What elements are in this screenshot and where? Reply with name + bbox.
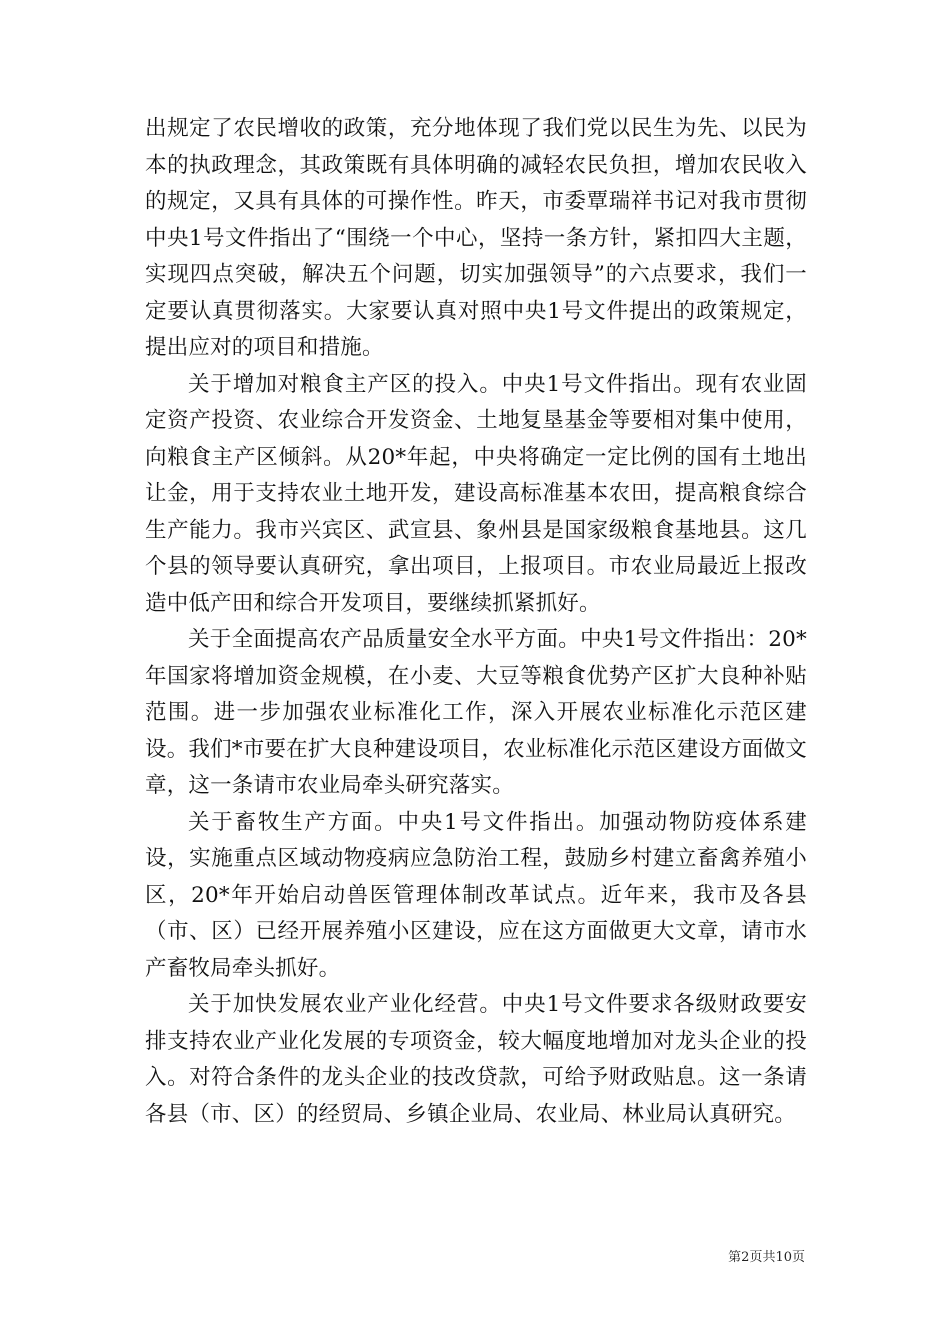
body-text — [145, 111, 807, 1133]
paragraph: 关于畜牧生产方面。中央1号文件指出。加强动物防疫体系建设，实施重点区域动物疫病应急防治工程，鼓励乡村建立畜禽养殖小区，20*年开始启动兽医管理体制改革试点。近年来，我市及各县（市、区）已经开展养殖小区建设，应在这方面做更大文章，请市水产畜牧局牵头抓好。 — [145, 809, 807, 981]
paragraph: 出规定了农民增收的政策，充分地体现了我们党以民生为先、以民为本的执政理念，其政策既有具体明确的减轻农民负担，增加农民收入的规定，又具有具体的可操作性。昨天，市委覃瑞祥书记对我市贯彻中央1号文件指出了“围绕一个中心，坚持一条方针，紧扣四大主题，实现四点突破，解决五个问题，切实加强领导”的六点要求，我们一定要认真贯彻落实。大家要认真对照中央1号文件提出的政策规定，提出应对的项目和措施。 — [145, 116, 807, 360]
paragraph: 关于增加对粮食主产区的投入。中央1号文件指出。现有农业固定资产投资、农业综合开发资金、土地复垦基金等要相对集中使用，向粮食主产区倾斜。从20*年起，中央将确定一定比例的国有土地出让金，用于支持农业土地开发，建设高标准基本农田，提高粮食综合生产能力。我市兴宾区、武宣县、象州县是国家级粮食基地县。这几个县的领导要认真研究，拿出项目，上报项目。市农业局最近上报改造中低产田和综合开发项目，要继续抓紧抓好。 — [145, 371, 807, 616]
paragraph: 关于加快发展农业产业化经营。中央1号文件要求各级财政要安排支持农业产业化发展的专项资金，较大幅度地增加对龙头企业的投入。对符合条件的龙头企业的技改贷款，可给予财政贴息。这一条请各县（市、区）的经贸局、乡镇企业局、农业局、林业局认真研究。 — [145, 992, 807, 1127]
page-number: 第2页共10页 — [728, 1250, 805, 1265]
paragraph: 关于全面提高农产品质量安全水平方面。中央1号文件指出：20*年国家将增加资金规模，在小麦、大豆等粮食优势产区扩大良种补贴范围。进一步加强农业标准化工作，深入开展农业标准化示范区建设。我们*市要在扩大良种建设项目，农业标准化示范区建设方面做文章，这一条请市农业局牵头研究落实。 — [145, 627, 807, 798]
